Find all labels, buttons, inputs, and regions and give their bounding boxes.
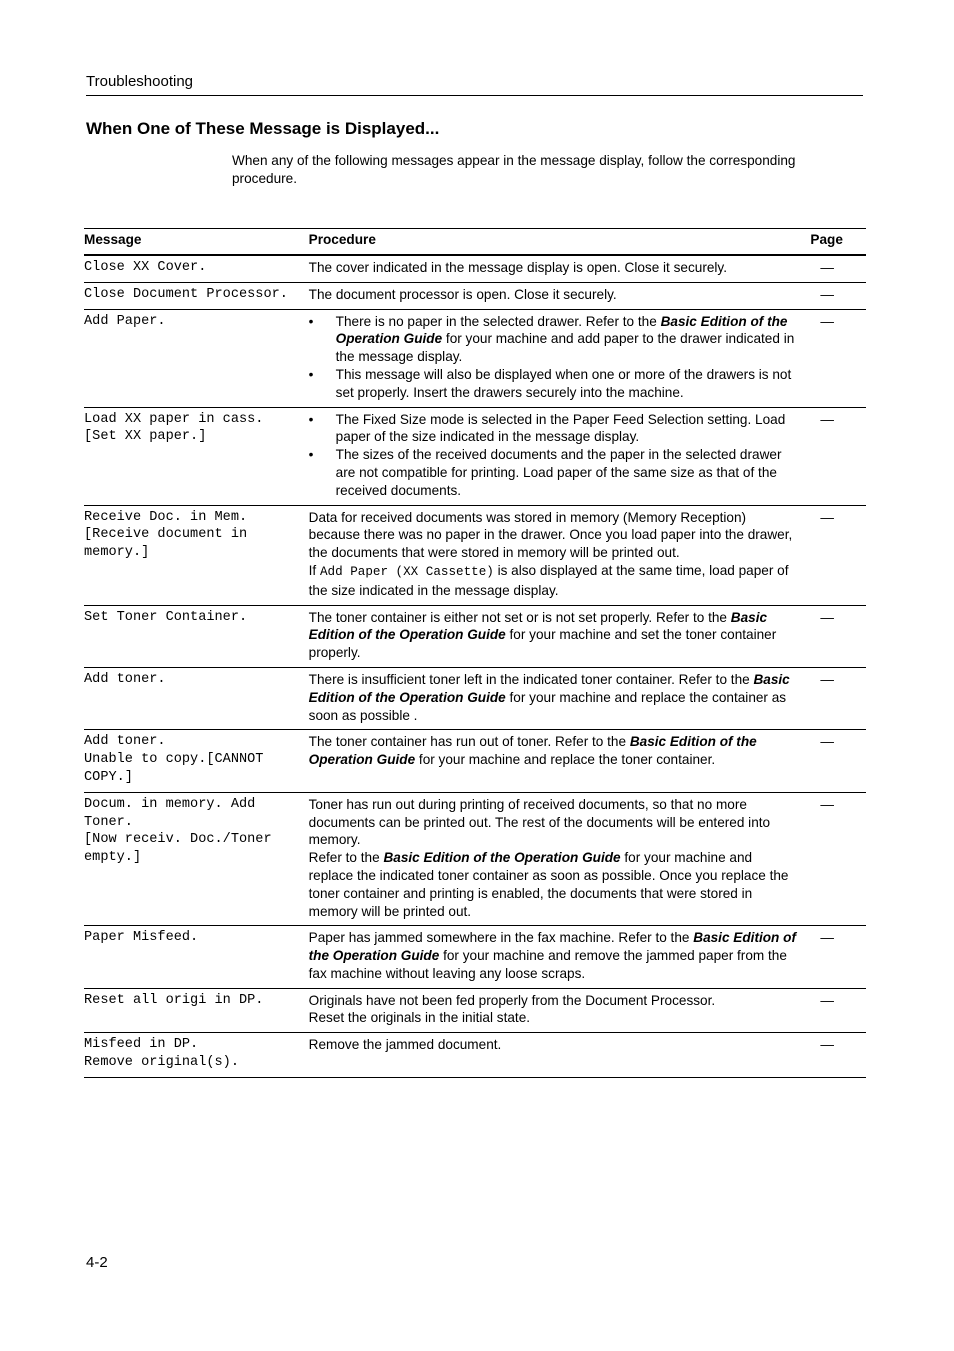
page-cell: — <box>810 309 866 407</box>
intro-paragraph: When any of the following messages appear in the message display, follow the corresponding procedure. <box>232 153 796 186</box>
procedure-text: The sizes of the received documents and the paper in the selected drawer are not compatible for printing. Load paper of the same size as that of the received documents. <box>335 447 782 498</box>
inline-message: Add Paper (XX Cassette) <box>319 564 494 579</box>
table-row <box>84 988 866 1033</box>
procedure-text: The toner container has run out of toner. Refer to the <box>308 734 630 750</box>
procedure-text: for your machine and set the toner container properly. <box>308 627 777 661</box>
page-cell: — <box>810 792 866 926</box>
procedure-paragraph <box>309 1036 797 1054</box>
procedure-cell <box>309 1033 811 1078</box>
procedure-paragraph <box>309 509 797 600</box>
procedure-cell <box>309 988 811 1033</box>
page-cell: — <box>810 1033 866 1078</box>
procedure-text: There is insufficient toner left in the indicated toner container. Refer to the <box>308 671 754 687</box>
table-row <box>84 792 866 926</box>
guide-reference: Basic Edition of the Operation Guide <box>383 850 621 866</box>
procedure-text: for your machine and replace the container as soon as possible . <box>308 689 787 723</box>
bullet-icon: • <box>308 366 314 382</box>
table-header-row <box>84 229 866 256</box>
procedure-bullet-list <box>309 313 797 402</box>
guide-reference: Basic Edition of the Operation Guide <box>308 671 790 705</box>
procedure-cell <box>309 282 811 309</box>
guide-reference: Basic Edition of the Operation Guide <box>335 313 788 347</box>
bullet-icon: • <box>308 411 314 427</box>
procedure-text: Originals have not been fed properly from the Document Processor. <box>308 992 716 1008</box>
procedure-text: is also displayed at the same time, load paper of the size indicated in the message display. <box>308 562 789 598</box>
page-cell: — <box>810 730 866 792</box>
procedure-bullet-list <box>309 411 797 500</box>
page-cell: — <box>810 407 866 505</box>
message-cell: Set Toner Container. <box>84 605 309 667</box>
procedure-paragraph <box>309 733 797 769</box>
table-row <box>84 255 866 282</box>
procedure-text: for your machine and remove the jammed paper from the fax machine without leaving any loose scraps. <box>308 948 787 981</box>
message-cell: Close XX Cover. <box>84 255 309 282</box>
table-row <box>84 309 866 407</box>
running-header: Troubleshooting <box>86 72 863 96</box>
message-cell: Receive Doc. in Mem. [Receive document in memory.] <box>84 505 309 605</box>
procedure-bullet-item <box>309 313 797 366</box>
procedure-text: Data for received documents was stored in memory (Memory Reception) because there was no paper in the drawer. Once you load paper into the drawer, the documents that were stored in memory will be printed out. <box>308 509 793 561</box>
table-row <box>84 926 866 988</box>
procedure-cell <box>309 926 811 988</box>
bullet-icon: • <box>308 447 314 463</box>
procedure-paragraph <box>309 929 797 982</box>
message-cell: Paper Misfeed. <box>84 926 309 988</box>
message-cell: Reset all origi in DP. <box>84 988 309 1033</box>
column-header-procedure: Procedure <box>309 229 811 256</box>
procedure-paragraph <box>309 286 797 304</box>
message-cell: Load XX paper in cass. [Set XX paper.] <box>84 407 309 505</box>
procedure-bullet-item <box>309 366 797 402</box>
procedure-cell <box>309 407 811 505</box>
procedure-cell <box>309 255 811 282</box>
table-row <box>84 282 866 309</box>
procedure-text: Reset the originals in the initial state. <box>308 1010 531 1026</box>
page-cell: — <box>810 255 866 282</box>
page-cell: — <box>810 988 866 1033</box>
procedure-paragraph <box>309 992 797 1028</box>
procedure-text: for your machine and replace the indicated toner container as soon as possible. Once you replace the toner container and printing is enabled, the documents that were stored in memory will be printed out. <box>308 850 789 919</box>
procedure-text: The Fixed Size mode is selected in the Paper Feed Selection setting. Load paper of the size indicated in the message display. <box>335 411 786 445</box>
procedure-cell <box>309 309 811 407</box>
bullet-icon: • <box>308 313 314 329</box>
procedure-bullet-item <box>309 411 797 447</box>
table-row <box>84 1033 866 1078</box>
procedure-cell <box>309 667 811 729</box>
table-body <box>84 255 866 1077</box>
table-row <box>84 407 866 505</box>
procedure-text: The cover indicated in the message display is open. Close it securely. <box>308 260 727 275</box>
procedure-paragraph <box>309 259 797 277</box>
message-cell: Add Paper. <box>84 309 309 407</box>
page-cell: — <box>810 926 866 988</box>
table-row <box>84 605 866 667</box>
procedure-text: This message will also be displayed when one or more of the drawers is not set properly. Insert the drawers securely into the machine. <box>335 366 792 400</box>
section-title: When One of These Message is Displayed... <box>86 119 440 138</box>
procedure-text: Remove the jammed document. <box>308 1037 502 1053</box>
procedure-text: If <box>308 562 320 578</box>
message-cell: Close Document Processor. <box>84 282 309 309</box>
procedure-text: for your machine and replace the toner container. <box>415 752 716 768</box>
column-header-page: Page <box>810 229 866 256</box>
procedure-text: Refer to the <box>308 850 384 866</box>
table-row <box>84 667 866 729</box>
procedure-cell <box>309 792 811 926</box>
procedure-paragraph <box>309 796 797 921</box>
procedure-paragraph <box>309 671 797 724</box>
procedure-text: Toner has run out during printing of received documents, so that no more documents can be printed out. The rest of the documents will be entered into memory. <box>308 796 771 848</box>
procedure-text: The toner container is either not set or is not set properly. Refer to the <box>308 609 731 625</box>
page-cell: — <box>810 505 866 605</box>
procedure-text: There is no paper in the selected drawer. Refer to the <box>335 313 661 329</box>
procedure-paragraph <box>309 609 797 662</box>
table-row <box>84 505 866 605</box>
page-cell: — <box>810 605 866 667</box>
procedure-text: for your machine and add paper to the drawer indicated in the message display. <box>335 331 795 365</box>
table-row <box>84 730 866 792</box>
procedure-text: The document processor is open. Close it securely. <box>308 286 617 302</box>
message-cell: Misfeed in DP. Remove original(s). <box>84 1033 309 1078</box>
procedure-bullet-item <box>309 446 797 499</box>
column-header-message: Message <box>84 229 309 256</box>
message-cell: Add toner. <box>84 667 309 729</box>
messages-table <box>84 228 866 1078</box>
message-cell: Add toner. Unable to copy.[CANNOT COPY.] <box>84 730 309 792</box>
guide-reference: Basic Edition of the Operation Guide <box>308 609 768 643</box>
page-number: 4-2 <box>86 1254 108 1271</box>
guide-reference: Basic Edition of the Operation Guide <box>308 734 757 768</box>
message-cell: Docum. in memory. Add Toner. [Now receiv. Doc./Toner empty.] <box>84 792 309 926</box>
page-cell: — <box>810 667 866 729</box>
page-cell: — <box>810 282 866 309</box>
procedure-text: Paper has jammed somewhere in the fax machine. Refer to the <box>308 930 694 946</box>
procedure-cell <box>309 730 811 792</box>
procedure-cell <box>309 605 811 667</box>
guide-reference: Basic Edition of the Operation Guide <box>308 930 796 964</box>
procedure-cell <box>309 505 811 605</box>
